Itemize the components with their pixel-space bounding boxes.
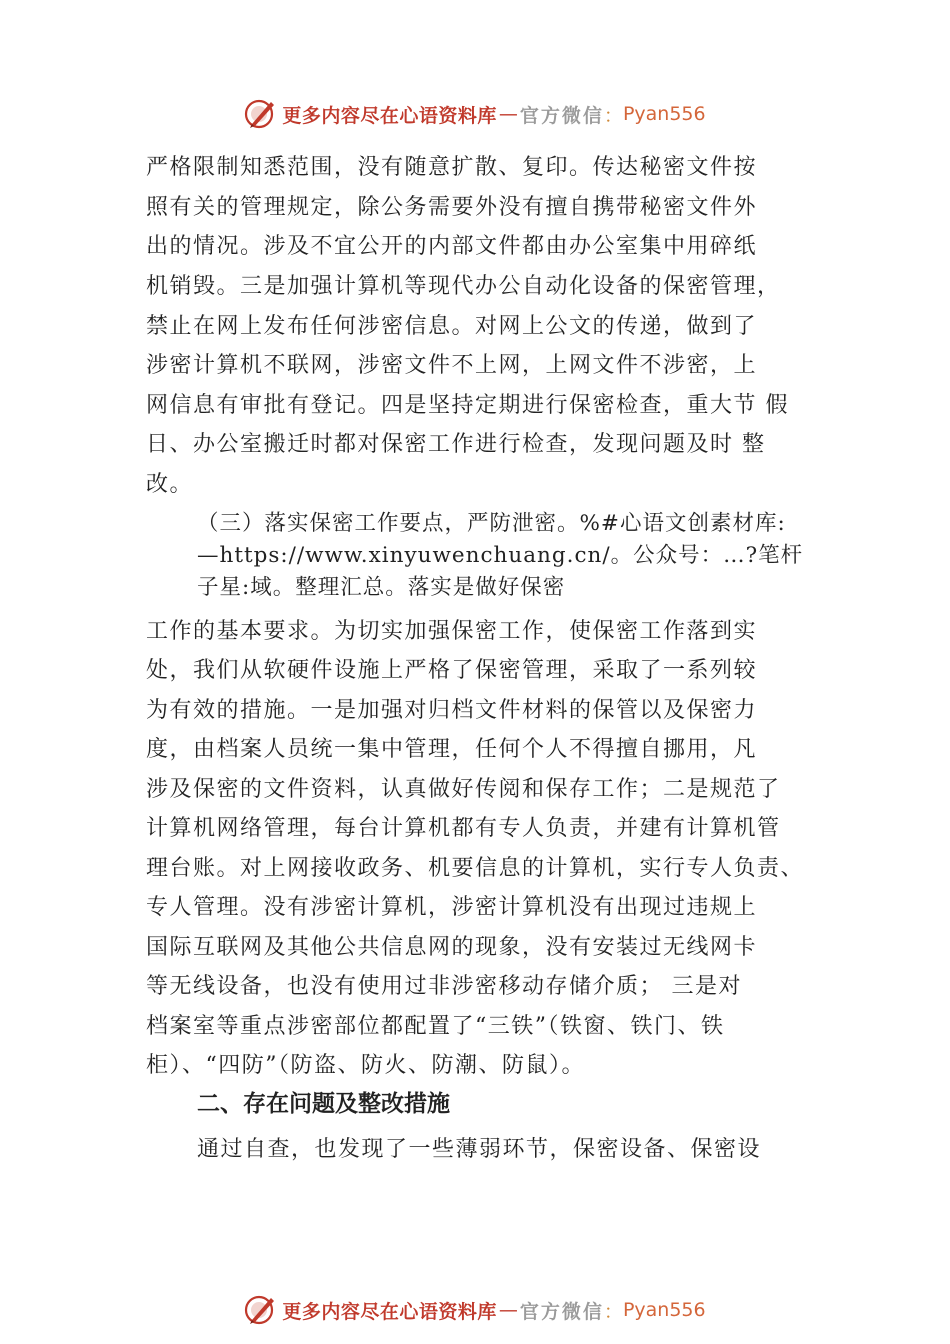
paragraph1-line: 日、办公室搬迁时都对保密工作进行检查，发现问题及时 整 [146,432,766,457]
section3-intro-line: —https://www.xinyuwenchuang.cn/。公众号：…?笔杆 [197,543,804,568]
section-heading: 二、存在问题及整改措施 [197,1091,450,1117]
paragraph2-line: 计算机网络管理，每台计算机都有专人负责，并建有计算机管 [146,816,781,841]
footer-wechat-label: 官方微信 [519,1300,604,1323]
paragraph1-line: 出的情况。涉及不宜公开的内部文件都由办公室集中用碎纸 [146,234,758,259]
paragraph2-line: 专人管理。没有涉密计算机，涉密计算机没有出现过违规上 [146,895,758,920]
paragraph3-line: 通过自查，也发现了一些薄弱环节，保密设备、保密设 [197,1137,762,1162]
footer-wechat-id: Pyan556 [622,1299,706,1321]
header-wechat-id: Pyan556 [622,103,706,125]
header-wechat-label: 官方微信 [519,104,604,127]
paragraph1-line: 照有关的管理规定，除公务需要外没有擅自携带秘密文件外 [146,195,758,220]
paragraph2-line: 涉及保密的文件资料，认真做好传阅和保存工作；二是规范了 [146,777,781,802]
paragraph2-line: 等无线设备，也没有使用过非涉密移动存储介质； 三是对 [146,974,742,999]
pen-logo-icon [244,97,278,131]
footer-separator: — [498,1299,518,1321]
section3-intro-line: 子星:域。整理汇总。落实是做好保密 [197,575,566,600]
header-brand-text: 更多内容尽在心语资料库 [282,104,497,127]
paragraph1-line: 涉密计算机不联网，涉密文件不上网，上网文件不涉密，上 [146,353,758,378]
paragraph1-line: 网信息有审批有登记。四是坚持定期进行保密检查，重大节 假 [146,393,789,418]
paragraph1-line: 禁止在网上发布任何涉密信息。对网上公文的传递，做到了 [146,314,758,339]
footer-banner [0,1290,950,1330]
paragraph1-line: 机销毁。三是加强计算机等现代办公自动化设备的保密管理， [146,274,781,299]
paragraph2-line: 度，由档案人员统一集中管理，任何个人不得擅自挪用，凡 [146,737,758,762]
header-banner [0,94,950,134]
paragraph2-line: 国际互联网及其他公共信息网的现象，没有安装过无线网卡 [146,935,758,960]
paragraph2-line: 柜）、“四防”（防盗、防火、防潮、防鼠）。 [146,1053,585,1078]
paragraph2-line: 为有效的措施。一是加强对归档文件材料的保管以及保密力 [146,698,758,723]
header-colon: ： [603,104,623,127]
paragraph1-line: 改。 [146,472,194,497]
section3-intro-line: （三）落实保密工作要点，严防泄密。%#心语文创素材库: [197,511,786,536]
paragraph2-line: 处，我们从软硬件设施上严格了保密管理，采取了一系列较 [146,658,758,683]
paragraph2-line: 理台账。对上网接收政务、机要信息的计算机，实行专人负责、 [146,856,805,881]
header-separator: — [498,103,518,125]
paragraph1-line: 严格限制知悉范围，没有随意扩散、复印。传达秘密文件按 [146,155,758,180]
pen-logo-icon [244,1293,278,1327]
footer-colon: ： [603,1300,623,1323]
paragraph2-line: 档案室等重点涉密部位都配置了“三铁”（铁窗、铁门、铁 [146,1014,725,1039]
footer-brand-text: 更多内容尽在心语资料库 [282,1300,497,1323]
paragraph2-line: 工作的基本要求。为切实加强保密工作，使保密工作落到实 [146,619,758,644]
